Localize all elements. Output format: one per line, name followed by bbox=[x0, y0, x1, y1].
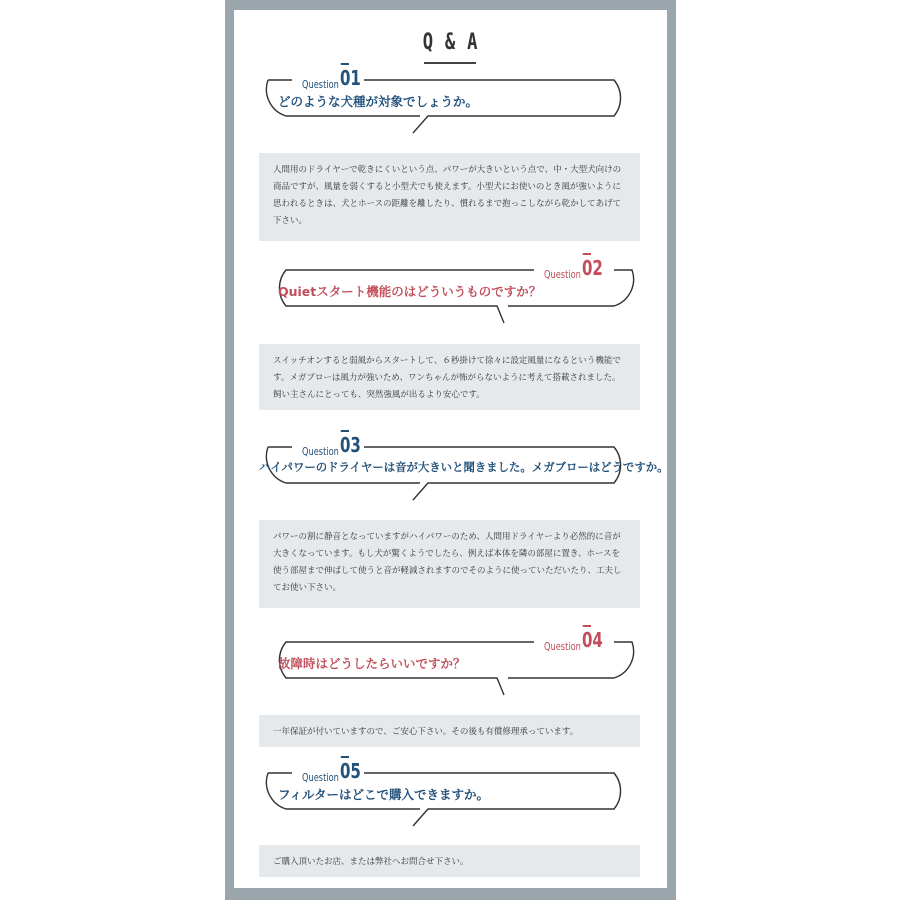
page-title: Q & A bbox=[422, 30, 479, 55]
question-text: フィルターはどこで購入できますか。 bbox=[278, 787, 490, 802]
question-label: Question 04 bbox=[544, 628, 603, 653]
answer-box: 人間用のドライヤーで乾きにくいという点、パワーが大きいという点で、中・大型犬向けの商品ですが、風量を弱くすると小型犬でも使えます。小型犬にお使いのとき風が強いように思われるときは、犬とホースの距離を離したり、慣れるまで抱っこしながら乾かしてあげて下さい。 bbox=[259, 153, 640, 241]
qa-panel bbox=[234, 10, 667, 888]
question-label: Question 02 bbox=[544, 256, 603, 281]
question-label: Question 03 bbox=[302, 433, 361, 458]
answer-box: 一年保証が付いていますので、ご安心下さい。その後も有償修理承っています。 bbox=[259, 715, 640, 747]
question-text: ハイパワーのドライヤーは音が大きいと聞きました。メガブローはどうですか。 bbox=[259, 460, 669, 474]
question-label: Question 05 bbox=[302, 759, 361, 784]
question-number: 03 bbox=[340, 433, 361, 457]
question-text: Quietスタート機能のはどういうものですか？ bbox=[278, 284, 542, 299]
question-number: 04 bbox=[582, 628, 603, 652]
question-number: 01 bbox=[340, 66, 361, 90]
question-number: 05 bbox=[340, 759, 361, 783]
answer-box: パワーの割に静音となっていますがハイパワーのため、人間用ドライヤーより必然的に音が大きくなっています。もし犬が驚くようでしたら、例えば本体を隣の部屋に置き、ホースを使う部屋まで伸ばして使うと音が軽減されますのでそのように使っていただいたり、工夫してお使い下さい。 bbox=[259, 520, 640, 608]
question-label: Question 01 bbox=[302, 66, 361, 91]
question-text: どのような犬種が対象でしょうか。 bbox=[278, 94, 479, 109]
question-text: 故障時はどうしたらいいですか？ bbox=[278, 656, 466, 671]
title-underline bbox=[424, 62, 476, 64]
answer-box: ご購入頂いたお店、または弊社へお問合せ下さい。 bbox=[259, 845, 640, 877]
question-number: 02 bbox=[582, 256, 603, 280]
answer-box: スイッチオンすると弱風からスタートして、６秒掛けて徐々に設定風量になるという機能です。メガブローは風力が強いため、ワンちゃんが怖がらないように考えて搭載されました。飼い主さんにとっても、突然強風が出るより安心です。 bbox=[259, 344, 640, 410]
